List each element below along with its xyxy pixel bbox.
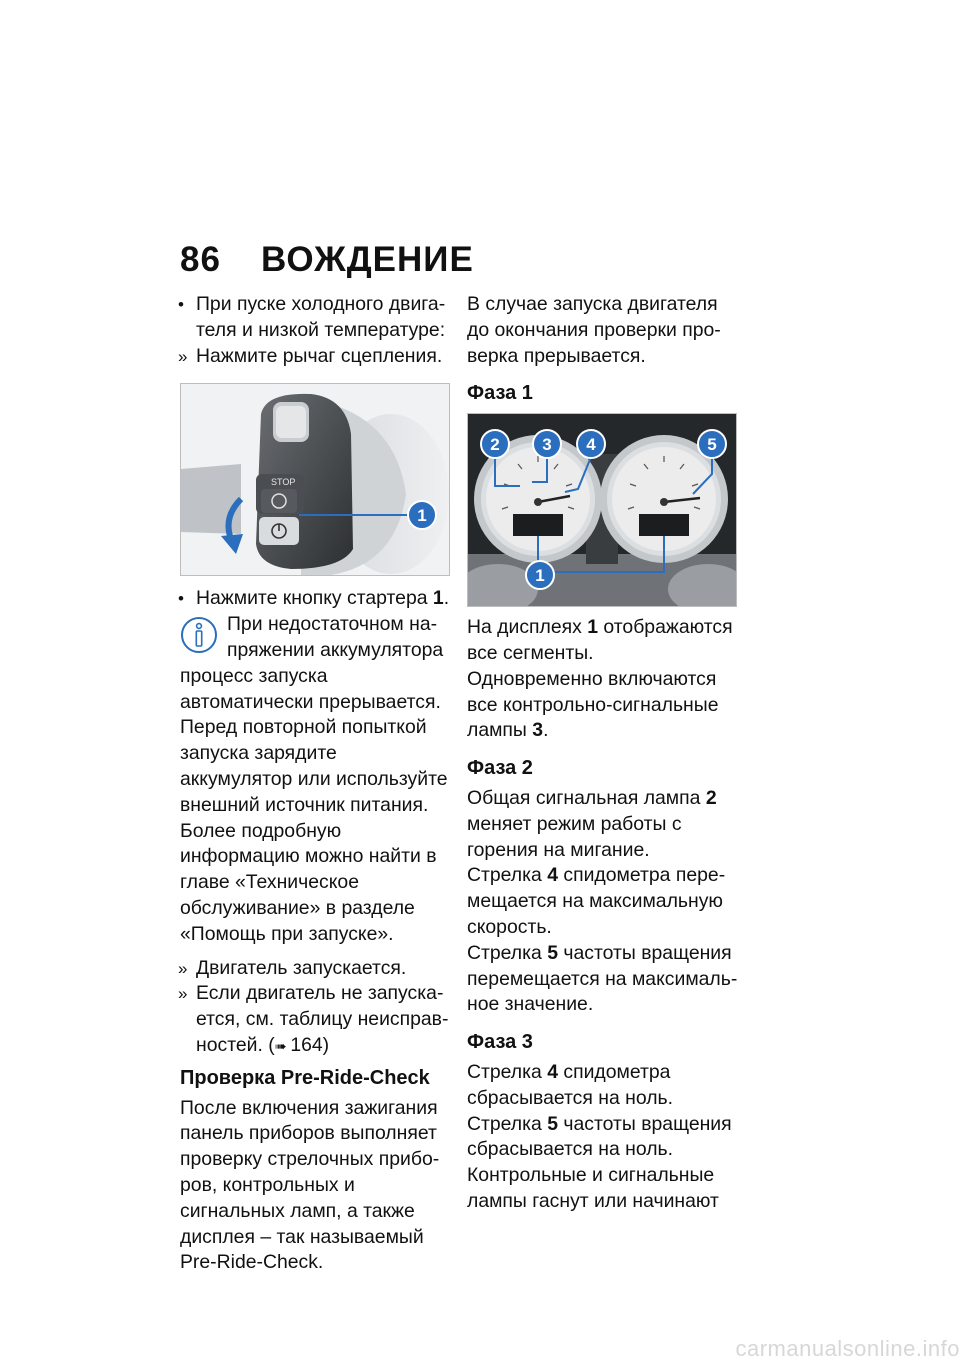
- phase2-warning-lamp: Общая сигнальная лампа 2 меняет режим работы с горения на мигание.: [467, 786, 717, 861]
- info-note: [180, 612, 452, 947]
- figure2-callout-1: 1: [535, 566, 545, 586]
- page-header: [180, 240, 474, 280]
- bullet-starter-button: • Нажмите кнопку стартера 1.: [180, 586, 452, 612]
- figure-handlebar-switch: [180, 383, 450, 576]
- bullet-icon: •: [178, 589, 184, 609]
- page-reference-arrow-icon: ➠: [274, 1037, 291, 1054]
- figure1-callout-1: 1: [417, 506, 427, 526]
- left-column: [180, 292, 452, 1276]
- note-text-rest: процесс запуска автоматически прерывается. Перед повторной попыткой запуска зарядите аккумулятор или используйте внешний источник питания. Более подробную информацию можно найти в главе «Техническое обслуживание» в разделе «Помощь при запуске».: [180, 664, 448, 945]
- bullet-icon: •: [178, 295, 184, 314]
- heading-phase-1: Фаза 1: [467, 382, 533, 405]
- phase3-speedometer: Стрелка 4 спидометра сбрасывается на ноль.: [467, 1060, 674, 1109]
- action-arrow-icon: »: [178, 958, 188, 978]
- action-clutch: » Нажмите рычаг сцепления.: [180, 344, 452, 370]
- intro-text: В случае запуска двигателя до окончания проверки проверка прерывается.: [467, 293, 721, 367]
- pre-ride-check-text: После включения зажигания панель приборов выполняет проверку стрелочных приборов, контрольных и сигнальных ламп, а также дисплея – так называемый Pre-Ride-Check.: [180, 1096, 440, 1274]
- action-arrow-icon: »: [178, 346, 188, 366]
- heading-phase-3: Фаза 3: [467, 1031, 533, 1054]
- instrument-cluster-illustration: [468, 414, 736, 606]
- phase3-lamps: Контрольные и сигнальные лампы гаснут или начинают: [467, 1164, 719, 1212]
- stop-label-text: STOP: [271, 477, 296, 488]
- figure2-callout-5: 5: [707, 435, 717, 455]
- phase1-displays: На дисплеях 1 отображаются все сегменты.: [467, 616, 733, 664]
- result-engine-starts: » Двигатель запускается.: [180, 956, 452, 982]
- phase2-tachometer: Стрелка 5 частоты вращения перемещается на максимальное значение.: [467, 941, 738, 1016]
- footer-watermark: carmanualsonline.info: [735, 1336, 960, 1361]
- figure-instrument-cluster: [467, 413, 737, 607]
- right-column: [467, 292, 739, 1215]
- heading-phase-2: Фаза 2: [467, 757, 533, 780]
- phase3-tachometer: Стрелка 5 частоты вращения сбрасывается на ноль.: [467, 1112, 732, 1161]
- note-text-first: При недостаточном напряжении аккумулятора: [227, 613, 444, 661]
- action-arrow-icon: »: [178, 984, 188, 1004]
- section-title: ВОЖДЕНИЕ: [260, 240, 474, 279]
- figure2-callout-2: 2: [490, 435, 500, 455]
- info-icon: [180, 616, 218, 654]
- phase2-speedometer: Стрелка 4 спидометра перемещается на максимальную скорость.: [467, 864, 726, 938]
- phase1-lamps: Одновременно включаются все контрольно-сигнальные лампы 3.: [467, 667, 719, 742]
- bullet-cold-start: • При пуске холодного двигателя и низкой температуре:: [178, 293, 446, 341]
- figure2-callout-4: 4: [586, 435, 596, 455]
- page-number: 86: [180, 240, 221, 279]
- handlebar-switch-illustration: [181, 384, 449, 575]
- figure2-callout-3: 3: [542, 435, 552, 455]
- result-engine-fails: » Если двигатель не запускается, см. таблицу неисправностей. (➠ 164): [178, 982, 449, 1056]
- heading-pre-ride-check: Проверка Pre-Ride-Check: [180, 1066, 430, 1089]
